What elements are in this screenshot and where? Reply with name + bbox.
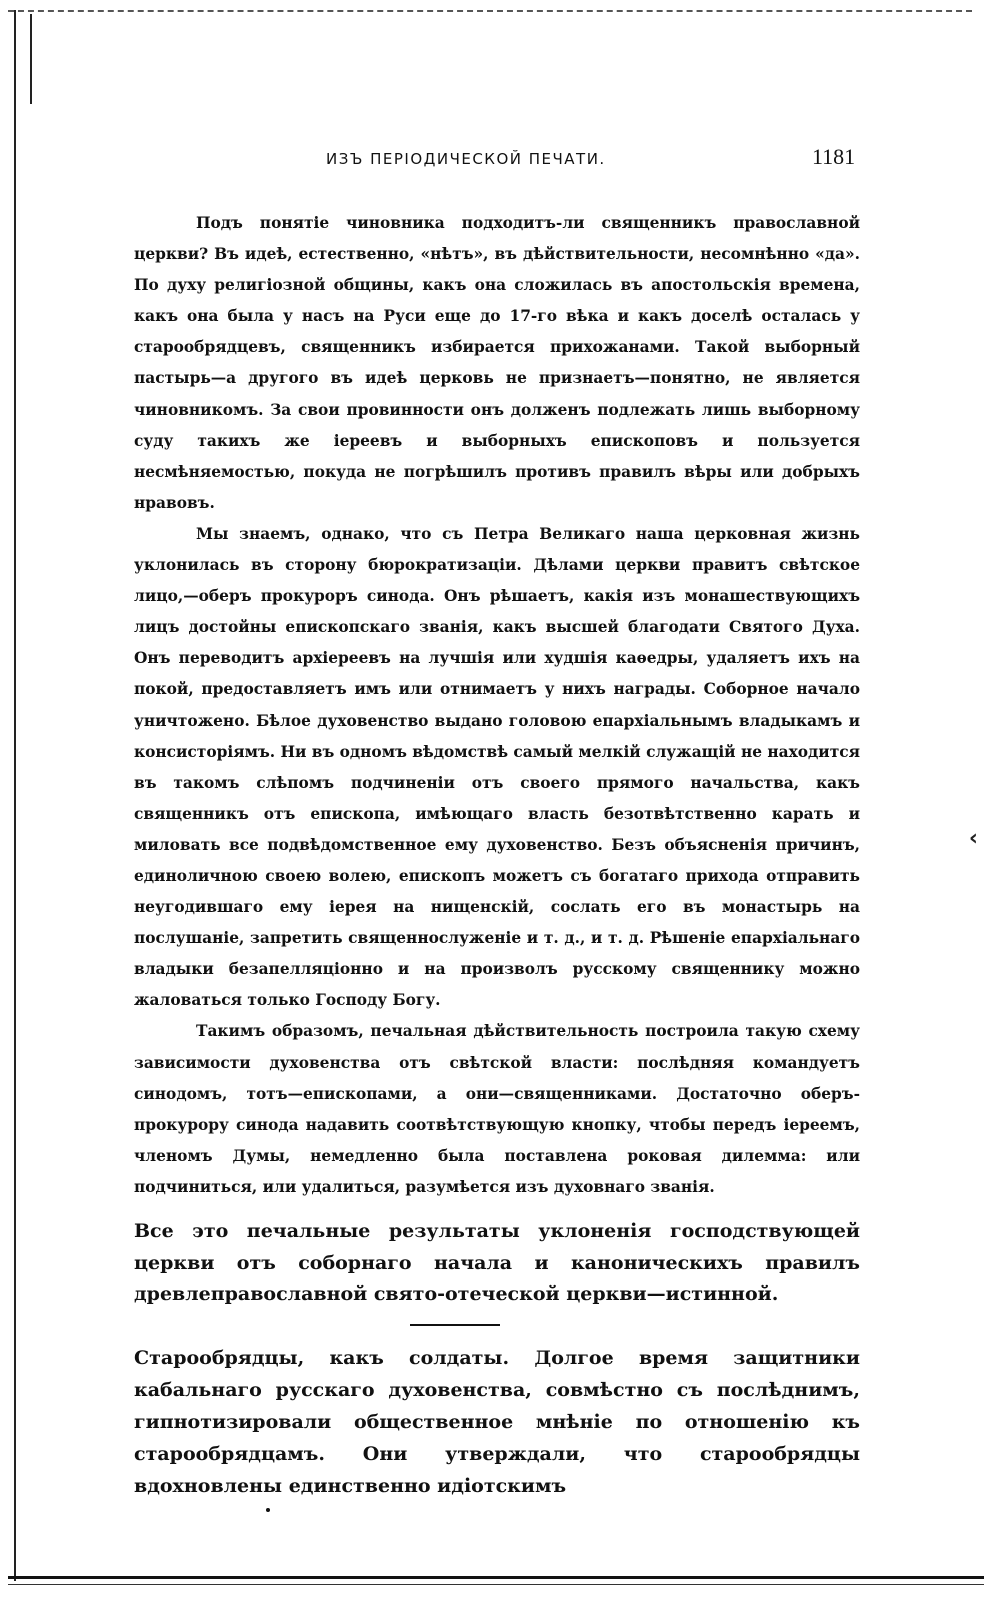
section-old-believers — [134, 1342, 860, 1502]
paragraph-conclusion: Все это печальные результаты уклоненія господствующей церкви отъ соборнаго начала и каноническихъ правилъ древлеправославной свято-отеческой церкви—истинной. — [134, 1220, 860, 1305]
running-title: ИЗЪ ПЕРІОДИЧЕСКОЙ ПЕЧАТИ. — [326, 150, 606, 168]
section-text: Долгое время защитники кабальнаго русскаго духовенства, совмѣстно съ послѣднимъ, гипнотизировали общественное мнѣніе по отношенію къ старообрядцамъ. Они утверждали, что старообрядцы вдохновлены единственно идіотскимъ — [134, 1347, 860, 1497]
scan-border-top — [8, 10, 972, 12]
paragraph-2: Мы знаемъ, однако, что съ Петра Великаго наша церковная жизнь уклонилась въ сторону бюрократизаціи. Дѣлами церкви правитъ свѣтское лицо,—оберъ прокуроръ синода. Онъ рѣшаетъ, какія изъ монашествующихъ лицъ достойны епископскаго званія, какъ высшей благодати Святого Духа. Онъ переводитъ архіереевъ на лучшія или худшія каѳедры, удаляетъ ихъ на покой, предоставляетъ имъ или отнимаетъ у нихъ награды. Соборное начало уничтожено. Бѣлое духовенство выдано головою епархіальнымъ владыкамъ и консисторіямъ. Ни въ одномъ вѣдомствѣ самый мелкій служащій не находится въ такомъ слѣпомъ подчиненіи отъ своего прямого начальства, какъ священникъ отъ епископа, имѣющаго власть безотвѣтственно карать и миловать все подвѣдомственное ему духовенство. Безъ объясненія причинъ, единоличною своею волею, епископъ можетъ съ богатаго прихода отправить неугодившаго ему іерея на нищенскій, сослать его въ монастырь на послушаніе, запретить священнослуженіе и т. д., и т. д. Рѣшеніе епархіальнаго владыки безапелляціонно и на произволъ русскому священнику можно жаловаться только Господу Богу. — [134, 524, 860, 1010]
scan-border-bottom — [8, 1576, 984, 1579]
paragraph-3: Такимъ образомъ, печальная дѣйствительность построила такую схему зависимости духовенства отъ свѣтской власти: послѣдняя командуетъ синодомъ, тотъ—епископами, а они—священниками. Достаточно оберъ-прокурору синода надавить соотвѣтствующую кнопку, чтобы передъ іереемъ, членомъ Думы, немедленно была поставлена роковая дилемма: или подчиниться, или удалиться, разумѣется изъ духовнаго званія. — [134, 1022, 860, 1196]
paragraph-1: Подъ понятіе чиновника подходитъ-ли священникъ православной церкви? Въ идеѣ, естественно, «нѣтъ», въ дѣйствительности, несомнѣнно «да». По духу религіозной общины, какъ она сложилась въ апостольскія времена, какъ она была у насъ на Руси еще до 17-го вѣка и какъ доселѣ осталась у старообрядцевъ, священникъ избирается прихожанами. Такой выборный пастырь—а другого въ идеѣ церковь не признаетъ—понятно, не является чиновникомъ. За свои провинности онъ долженъ подлежать лишь выборному суду такихъ же іереевъ и выборныхъ епископовъ и пользуется несмѣняемостью, покуда не погрѣшилъ противъ правилъ вѣры или добрыхъ нравовъ. — [134, 214, 860, 512]
scan-border-left-inner — [30, 14, 32, 104]
page-edge-mark: ‹ — [968, 826, 978, 851]
section-heading: Старообрядцы, какъ солдаты. — [134, 1347, 510, 1369]
scan-border-bottom-thin — [8, 1584, 984, 1585]
main-text-small — [134, 208, 860, 1203]
page-number: 1181 — [812, 144, 856, 169]
section-separator — [410, 1324, 500, 1326]
main-text-large — [134, 1216, 860, 1311]
section-paragraph — [134, 1342, 860, 1502]
ink-dot — [266, 1508, 270, 1512]
scan-border-left — [14, 10, 16, 1581]
